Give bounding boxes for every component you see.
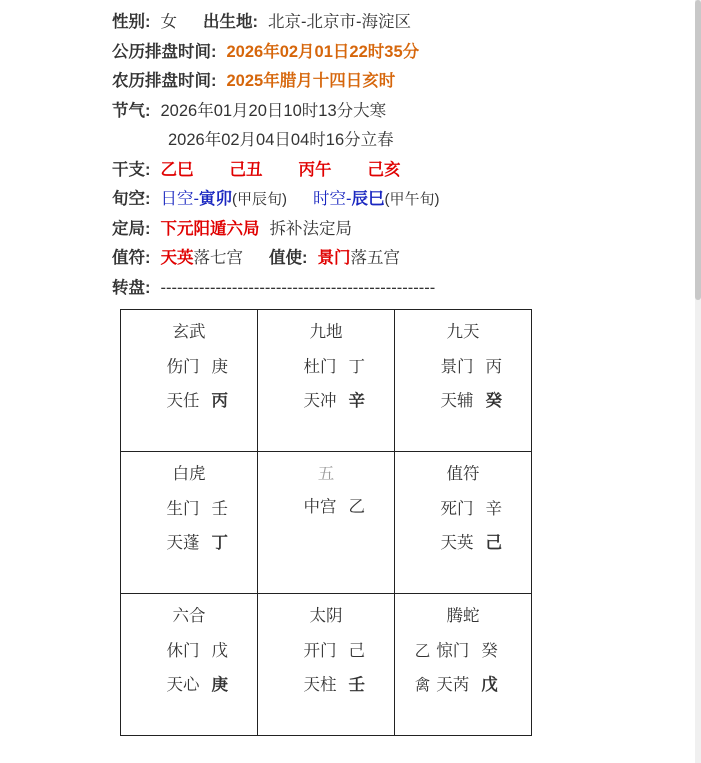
- birthplace-value: 北京-北京市-海淀区: [268, 13, 411, 31]
- grid-cell-9[interactable]: [258, 310, 395, 452]
- qimen-grid: [120, 309, 532, 736]
- cell-star: 天柱: [303, 676, 337, 694]
- zhuanpan-row: [112, 280, 701, 297]
- zhuanpan-label: 转盘:: [112, 278, 151, 297]
- cell-star: 天辅: [440, 392, 474, 410]
- cell-door: 死门: [440, 499, 474, 518]
- cell-god: 太阴: [309, 607, 343, 625]
- shikong-value: 辰巳: [351, 190, 385, 208]
- cell-god: 腾蛇: [446, 607, 480, 625]
- jieqi-value-2: 2026年02月04日04时16分立春: [168, 131, 394, 149]
- cell-god: 值符: [446, 465, 480, 483]
- cell-door: 杜门: [303, 357, 337, 376]
- cell-star-stem: 戊: [481, 676, 498, 694]
- cell-god: 玄武: [172, 323, 206, 341]
- cell-door-stem: 壬: [211, 499, 228, 518]
- cell-door: 伤门: [166, 357, 200, 376]
- cell-door-stem: 庚: [211, 357, 228, 376]
- grid-cell-3[interactable]: [121, 452, 258, 594]
- grid-row-top: [121, 310, 532, 452]
- cell-star: 天心: [166, 676, 200, 694]
- cell-god: 九地: [309, 323, 343, 341]
- zhishi-label: 值使:: [269, 249, 308, 267]
- jieqi-label: 节气:: [112, 101, 151, 120]
- cell-door-stem: 癸: [481, 641, 498, 660]
- cell-star: 天英: [440, 534, 474, 552]
- grid-cell-1[interactable]: [258, 594, 395, 736]
- solar-time-value: 2026年02月01日22时35分: [226, 42, 420, 61]
- dingju-row: [112, 221, 701, 238]
- page-scrollbar[interactable]: [695, 0, 701, 763]
- cell-door: 景门: [440, 357, 474, 376]
- scrollbar-thumb[interactable]: [695, 0, 701, 300]
- jieqi-value-1: 2026年01月20日10时13分大寒: [160, 101, 387, 120]
- cell-star: 天蓬: [166, 534, 200, 552]
- ganzhi-label: 干支:: [112, 160, 151, 179]
- shikong-note: (甲午旬): [384, 191, 440, 208]
- cell-door-prefix: 乙: [414, 642, 431, 660]
- dingju-note: 拆补法定局: [269, 219, 352, 238]
- rikong-value: 寅卯: [199, 190, 232, 208]
- cell-god: 白虎: [172, 465, 206, 483]
- cell-star-stem: 癸: [485, 392, 502, 410]
- lunar-time-label: 农历排盘时间:: [112, 72, 217, 90]
- zhishi-door: 景门: [317, 249, 351, 267]
- dingju-label: 定局:: [112, 219, 151, 238]
- center-stem: 乙: [348, 497, 365, 516]
- solar-time-row: [112, 44, 701, 61]
- gender-label: 性别:: [112, 13, 151, 31]
- jieqi-row: [112, 103, 701, 120]
- zhifu-zhishi-row: [112, 250, 701, 267]
- grid-row-bottom: [121, 594, 532, 736]
- cell-door-stem: 丙: [485, 357, 502, 376]
- cell-star: 天任: [166, 392, 200, 410]
- cell-door: 惊门: [436, 641, 470, 660]
- center-five-label: 五: [317, 465, 335, 483]
- cell-door-stem: 己: [348, 641, 365, 660]
- info-block: [112, 14, 701, 296]
- ganzhi-hour: 己亥: [367, 160, 401, 179]
- zhifu-label: 值符:: [112, 249, 151, 267]
- center-palace-label: 中宫: [303, 497, 337, 516]
- grid-cell-4[interactable]: [121, 310, 258, 452]
- cell-door-stem: 辛: [485, 499, 502, 518]
- rikong-note: (甲辰旬): [232, 191, 287, 208]
- gender-row: [112, 14, 701, 31]
- lunar-time-value: 2025年腊月十四日亥时: [226, 72, 396, 90]
- shikong-text: 时空-: [313, 190, 352, 208]
- ganzhi-row: [112, 162, 701, 179]
- qimen-grid-wrapper: [120, 309, 701, 736]
- cell-door: 生门: [166, 499, 200, 518]
- zhifu-star: 天英: [160, 249, 194, 267]
- grid-cell-5-center[interactable]: [258, 452, 395, 594]
- cell-star: 天冲: [303, 392, 337, 410]
- ganzhi-year: 乙巳: [160, 160, 194, 179]
- xunkong-row: [112, 191, 701, 208]
- cell-star-prefix: 禽: [414, 677, 431, 694]
- gender-value: 女: [160, 13, 177, 31]
- cell-door: 开门: [303, 641, 337, 660]
- zhifu-palace: 落七宫: [193, 249, 243, 267]
- ganzhi-month: 己丑: [229, 160, 263, 179]
- cell-door-stem: 丁: [348, 357, 365, 376]
- cell-star: 天芮: [436, 676, 470, 694]
- grid-cell-2[interactable]: [395, 310, 532, 452]
- zhuanpan-dashes: --------------------------------------------------: [160, 278, 436, 297]
- cell-star-stem: 己: [485, 534, 502, 552]
- solar-time-label: 公历排盘时间:: [112, 42, 217, 61]
- ganzhi-day: 丙午: [298, 160, 332, 179]
- cell-star-stem: 丁: [211, 534, 228, 552]
- cell-star-stem: 壬: [348, 676, 365, 694]
- cell-star-stem: 丙: [211, 392, 228, 410]
- grid-cell-7[interactable]: [395, 452, 532, 594]
- lunar-time-row: [112, 73, 701, 90]
- xunkong-label: 旬空:: [112, 190, 151, 208]
- cell-door-stem: 戊: [211, 641, 228, 660]
- cell-god: 六合: [172, 607, 206, 625]
- cell-god: 九天: [446, 323, 480, 341]
- cell-door: 休门: [166, 641, 200, 660]
- grid-cell-8[interactable]: [121, 594, 258, 736]
- cell-star-stem: 庚: [211, 676, 228, 694]
- grid-cell-6[interactable]: [395, 594, 532, 736]
- cell-star-stem: 辛: [348, 392, 365, 410]
- dingju-value: 下元阳遁六局: [160, 219, 260, 238]
- zhishi-palace: 落五宫: [350, 249, 400, 267]
- rikong-text: 日空-: [160, 190, 199, 208]
- birthplace-label: 出生地:: [203, 13, 258, 31]
- grid-row-middle: [121, 452, 532, 594]
- jieqi-row-2: [168, 132, 701, 149]
